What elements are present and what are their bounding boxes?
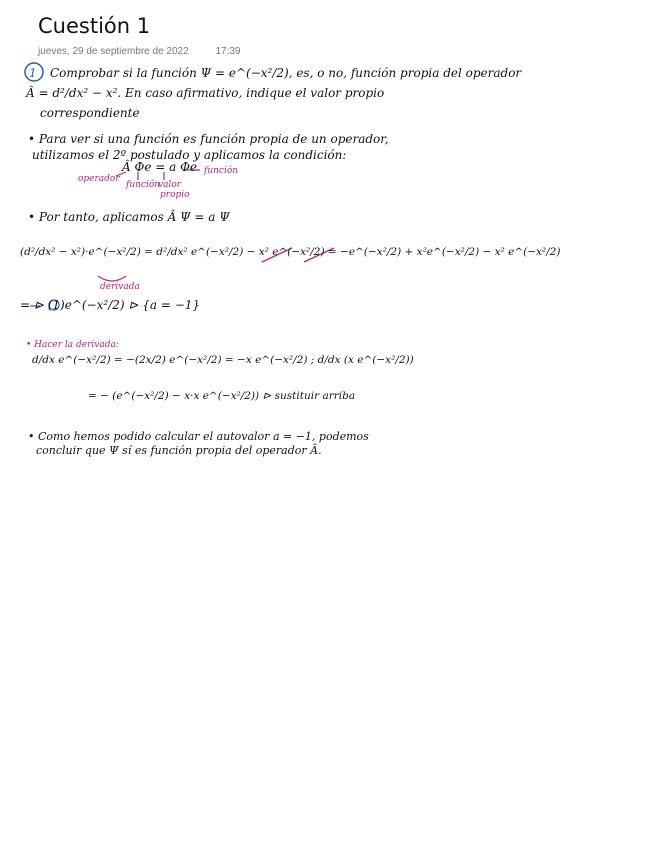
question-line-1: Comprobar si la función Ψ = e^(−x²/2), es, o no, función propia del operador	[50, 66, 522, 80]
page-time: 17:39	[215, 46, 241, 57]
equation-2: = ⊳ (1)e^(−x²/2) ⊳ {a = −1}	[20, 298, 201, 312]
tag-operator: operador	[78, 174, 120, 184]
condition-formula: Â Φe = a Φe	[122, 160, 198, 174]
equation-1: (d²/dx² − x²)·e^(−x²/2) = d²/dx² e^(−x²/2) − x² e^(−x²/2) = −e^(−x²/2) + x²e^(−x²/2) − x² e^(−x²/2)	[20, 246, 561, 258]
question-line-2: Â = d²/dx² − x². En caso afirmativo, indique el valor propio	[26, 86, 385, 100]
derivative-line-2: = − (e^(−x²/2) − x·x e^(−x²/2)) ⊳ sustituir arriba	[88, 390, 356, 402]
question-line-3: correspondiente	[40, 106, 140, 120]
pink-heading: • Hacer la derivada:	[26, 340, 119, 350]
conclusion-line-1: • Como hemos podido calcular el autovalor a = −1, podemos	[28, 430, 369, 443]
tag-function-right: función	[204, 166, 239, 176]
tag-eigenvalue-2: propio	[160, 190, 190, 200]
bullet-2: • Por tanto, aplicamos Â Ψ = a Ψ	[28, 210, 230, 224]
question-number: 1	[29, 66, 37, 80]
page-date: jueves, 29 de septiembre de 2022	[38, 46, 189, 57]
tag-derivative: derivada	[100, 282, 140, 292]
tag-function: función	[126, 180, 161, 190]
bullet-1-line-2: utilizamos el 2º postulado y aplicamos la condición:	[32, 148, 347, 162]
derivative-line-1: d/dx e^(−x²/2) = −(2x/2) e^(−x²/2) = −x e^(−x²/2) ; d/dx (x e^(−x²/2))	[32, 354, 414, 366]
tag-eigenvalue-1: valor	[158, 180, 182, 190]
bullet-1-line-1: • Para ver si una función es función propia de un operador,	[28, 132, 389, 146]
conclusion-line-2: concluir que Ψ sí es función propia del operador Â.	[36, 444, 322, 457]
page-title: Cuestión 1	[38, 14, 151, 38]
